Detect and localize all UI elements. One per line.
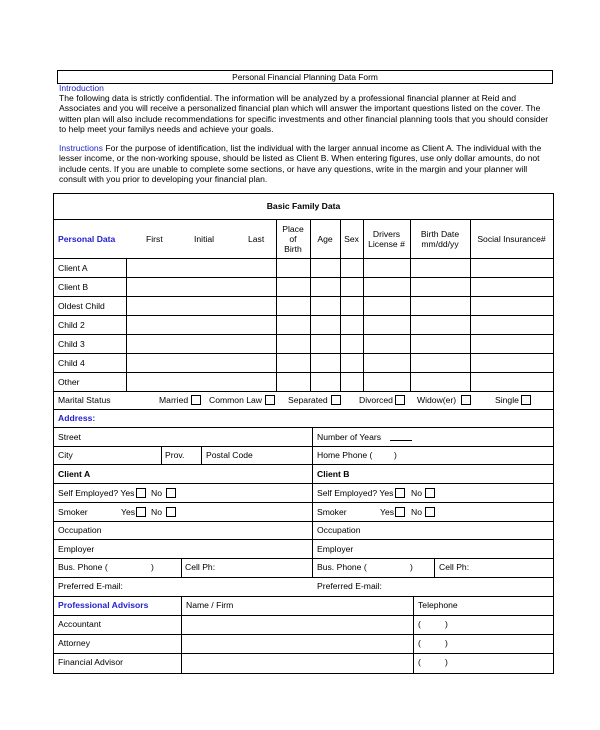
col-place-2: of	[289, 234, 297, 244]
col-first: First	[146, 234, 163, 244]
col-birth-date-1: Birth Date	[420, 229, 460, 239]
home-phone-close: )	[394, 450, 397, 460]
marital-widow-checkbox[interactable]	[461, 395, 471, 405]
intro-text: The following data is strictly confidential. The information will be analyzed by a professional financial planner at Reid and Associates and you will receive a personalized financial plan which will answer the important questions listed on the cover. The witten plan will also include recommendations for specific investments and other financial planning tools that you should consider to help meet your familys needs and achieve your goals.	[59, 93, 549, 134]
advisors-heading: Professional Advisors	[58, 600, 149, 610]
form-title: Personal Financial Planning Data Form	[57, 70, 553, 84]
client-a-self-employed-no-checkbox[interactable]	[166, 488, 176, 498]
instructions-heading: Instructions	[59, 143, 103, 153]
marital-separated-checkbox[interactable]	[331, 395, 341, 405]
advisor-accountant-paren-open: (	[418, 619, 421, 629]
instructions-block	[59, 143, 554, 184]
marital-divorced-label: Divorced	[359, 395, 393, 405]
row-child-2: Child 2	[58, 320, 85, 330]
col-place-3: Birth	[284, 244, 302, 254]
marital-married-checkbox[interactable]	[191, 395, 201, 405]
client-a-cell-label: Cell Ph:	[185, 562, 216, 572]
marital-single-checkbox[interactable]	[521, 395, 531, 405]
marital-common-law-checkbox[interactable]	[265, 395, 275, 405]
advisor-attorney-label: Attorney	[58, 638, 91, 648]
col-personal-data: Personal Data	[58, 234, 116, 244]
marital-single-label: Single	[495, 395, 519, 405]
advisor-attorney-paren-close: )	[445, 638, 448, 648]
client-a-smoker-no-label: No	[151, 507, 162, 517]
instructions-text: For the purpose of identification, list the individual with the larger annual income as Client A. The individual with the lesser income, or the non-working spouse, should be listed as Client B. When entering figures, use only dollar amounts, do not include cents. If you are unable to complete some sections, or have any questions, write in the margin and your planner will consult with you prior to developing your financial plan.	[59, 143, 542, 184]
client-b-heading: Client B	[317, 469, 350, 479]
client-b-smoker-label: Smoker	[317, 507, 347, 517]
client-b-smoker-no-checkbox[interactable]	[425, 507, 435, 517]
row-client-b: Client B	[58, 282, 89, 292]
client-b-bus-phone-close: )	[410, 562, 413, 572]
advisors-telephone-label: Telephone	[418, 600, 458, 610]
client-b-smoker-no-label: No	[411, 507, 422, 517]
client-a-email-label: Preferred E-mail:	[58, 581, 123, 591]
city-label: City	[58, 450, 73, 460]
client-b-employer-label: Employer	[317, 544, 354, 554]
address-heading: Address:	[58, 413, 96, 423]
client-a-bus-phone-close: )	[151, 562, 154, 572]
marital-divorced-checkbox[interactable]	[395, 395, 405, 405]
advisor-financial-label: Financial Advisor	[58, 657, 123, 667]
col-place-1: Place	[282, 224, 304, 234]
client-b-cell-label: Cell Ph:	[439, 562, 470, 572]
row-client-a: Client A	[58, 263, 88, 273]
marital-widow-label: Widow(er)	[417, 395, 457, 405]
prov-label: Prov.	[165, 450, 185, 460]
client-b-self-employed-label: Self Employed? Yes	[317, 488, 394, 498]
client-b-self-employed-no-checkbox[interactable]	[425, 488, 435, 498]
client-a-employer-label: Employer	[58, 544, 95, 554]
col-age: Age	[317, 234, 333, 244]
client-a-bus-phone-label: Bus. Phone (	[58, 562, 108, 572]
col-sex: Sex	[344, 234, 359, 244]
advisor-financial-paren-open: (	[418, 657, 421, 667]
row-child-4: Child 4	[58, 358, 85, 368]
client-a-smoker-yes-label: Yes	[121, 507, 136, 517]
col-social-insurance: Social Insurance#	[477, 234, 546, 244]
client-b-occupation-label: Occupation	[317, 525, 361, 535]
advisor-accountant-label: Accountant	[58, 619, 101, 629]
client-a-smoker-no-checkbox[interactable]	[166, 507, 176, 517]
intro-heading: Introduction	[59, 83, 104, 93]
street-label: Street	[58, 432, 81, 442]
client-a-self-employed-label: Self Employed? Yes	[58, 488, 135, 498]
home-phone-label: Home Phone (	[317, 450, 373, 460]
client-b-smoker-yes-label: Yes	[380, 507, 395, 517]
form-table	[53, 193, 554, 674]
marital-common-law-label: Common Law	[209, 395, 263, 405]
advisors-name-firm-label: Name / Firm	[186, 600, 234, 610]
col-initial: Initial	[194, 234, 215, 244]
client-a-smoker-label: Smoker	[58, 507, 88, 517]
col-last: Last	[248, 234, 265, 244]
client-a-self-employed-no-label: No	[151, 488, 162, 498]
advisor-attorney-paren-open: (	[418, 638, 421, 648]
marital-married-label: Married	[159, 395, 189, 405]
marital-separated-label: Separated	[288, 395, 328, 405]
client-b-smoker-yes-checkbox[interactable]	[395, 507, 405, 517]
postal-label: Postal Code	[206, 450, 253, 460]
advisor-accountant-paren-close: )	[445, 619, 448, 629]
client-b-email-label: Preferred E-mail:	[317, 581, 382, 591]
marital-label: Marital Status	[58, 395, 111, 405]
client-a-occupation-label: Occupation	[58, 525, 102, 535]
row-other: Other	[58, 377, 80, 387]
advisor-financial-paren-close: )	[445, 657, 448, 667]
client-a-self-employed-yes-checkbox[interactable]	[136, 488, 146, 498]
col-license-1: Drivers	[372, 229, 401, 239]
client-b-self-employed-yes-checkbox[interactable]	[395, 488, 405, 498]
client-b-bus-phone-label: Bus. Phone (	[317, 562, 367, 572]
years-label: Number of Years	[317, 432, 382, 442]
client-b-self-employed-no-label: No	[411, 488, 422, 498]
client-a-heading: Client A	[58, 469, 91, 479]
row-child-3: Child 3	[58, 339, 85, 349]
row-oldest-child: Oldest Child	[58, 301, 105, 311]
col-birth-date-2: mm/dd/yy	[421, 239, 459, 249]
family-heading: Basic Family Data	[266, 201, 341, 211]
col-license-2: License #	[368, 239, 405, 249]
client-a-smoker-yes-checkbox[interactable]	[136, 507, 146, 517]
